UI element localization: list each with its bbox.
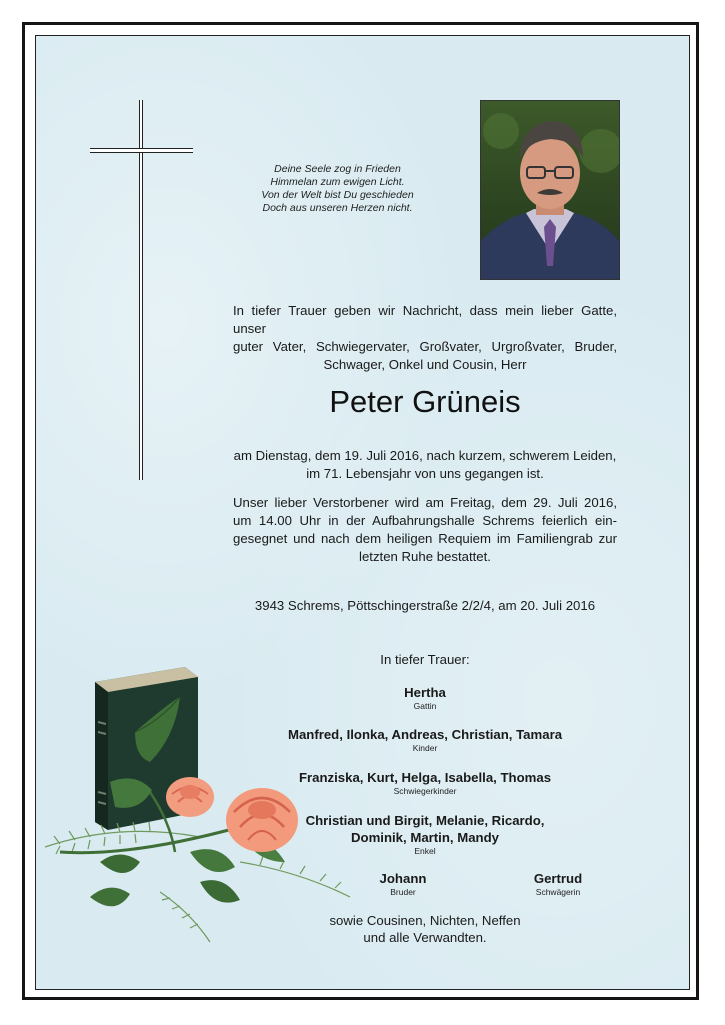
mourner-relation: Enkel xyxy=(414,846,436,856)
funeral-line: letzten Ruhe bestattet. xyxy=(359,549,491,564)
cross-bar xyxy=(90,148,193,153)
cross-icon xyxy=(139,100,143,480)
mourner-names: Gertrud xyxy=(533,871,583,886)
poem-line: Von der Welt bist Du geschieden xyxy=(261,189,414,201)
mourner-names: Hertha xyxy=(404,685,446,700)
intro-line: Schwager, Onkel und Cousin, Herr xyxy=(323,357,527,372)
sibling-brother xyxy=(368,870,438,897)
mourner-relation: Gattin xyxy=(413,701,437,711)
place-date: 3943 Schrems, Pöttschingerstraße 2/2/4, am 20. Juli 2016 xyxy=(254,598,596,613)
closing-line: und alle Verwandten. xyxy=(363,930,487,945)
death-notice xyxy=(233,447,617,483)
mourner-names: Johann xyxy=(379,871,427,886)
sibling-sister-in-law xyxy=(518,870,598,897)
death-notice-line: am Dienstag, dem 19. Juli 2016, nach kurzem, schwerem Leiden, xyxy=(233,448,617,463)
funeral-info xyxy=(233,494,617,566)
funeral-line: Unser lieber Verstorbener wird am Freitag, dem 29. Juli 2016, xyxy=(233,495,617,510)
poem-line: Doch aus unseren Herzen nicht. xyxy=(262,202,413,214)
intro-text xyxy=(233,302,617,374)
mourner-names: Christian und Birgit, Melanie, Ricardo, xyxy=(305,813,545,828)
poem-line: Himmelan zum ewigen Licht. xyxy=(270,176,405,188)
book-roses-illustration xyxy=(40,662,360,947)
mourning-header: In tiefer Trauer: xyxy=(380,652,470,667)
mourner-relation: Kinder xyxy=(412,743,438,753)
poem xyxy=(210,163,465,215)
mourner-names: Manfred, Ilonka, Andreas, Christian, Tamara xyxy=(287,727,563,742)
mourner-relation: Schwiegerkinder xyxy=(393,786,457,796)
poem-line: Deine Seele zog in Frieden xyxy=(274,163,401,175)
intro-line: In tiefer Trauer geben wir Nachricht, dass mein lieber Gatte, unser xyxy=(233,303,617,336)
funeral-line: um 14.00 Uhr in der Aufbahrungshalle Schrems feierlich ein- xyxy=(233,513,617,528)
deceased-name: Peter Grüneis xyxy=(329,384,521,419)
mourner-names: Franziska, Kurt, Helga, Isabella, Thomas xyxy=(298,770,552,785)
intro-line: guter Vater, Schwiegervater, Großvater, Urgroßvater, Bruder, xyxy=(233,339,617,354)
mourner-relation: Schwägerin xyxy=(535,887,581,897)
portrait-photo xyxy=(480,100,620,280)
mourner-relation: Bruder xyxy=(390,887,416,897)
funeral-line: gesegnet und nach dem heiligen Requiem im Familiengrab zur xyxy=(233,531,617,546)
death-notice-line: im 71. Lebensjahr von uns gegangen ist. xyxy=(306,466,544,481)
mourner-names: Dominik, Martin, Mandy xyxy=(350,830,499,845)
closing-line: sowie Cousinen, Nichten, Neffen xyxy=(329,913,521,928)
